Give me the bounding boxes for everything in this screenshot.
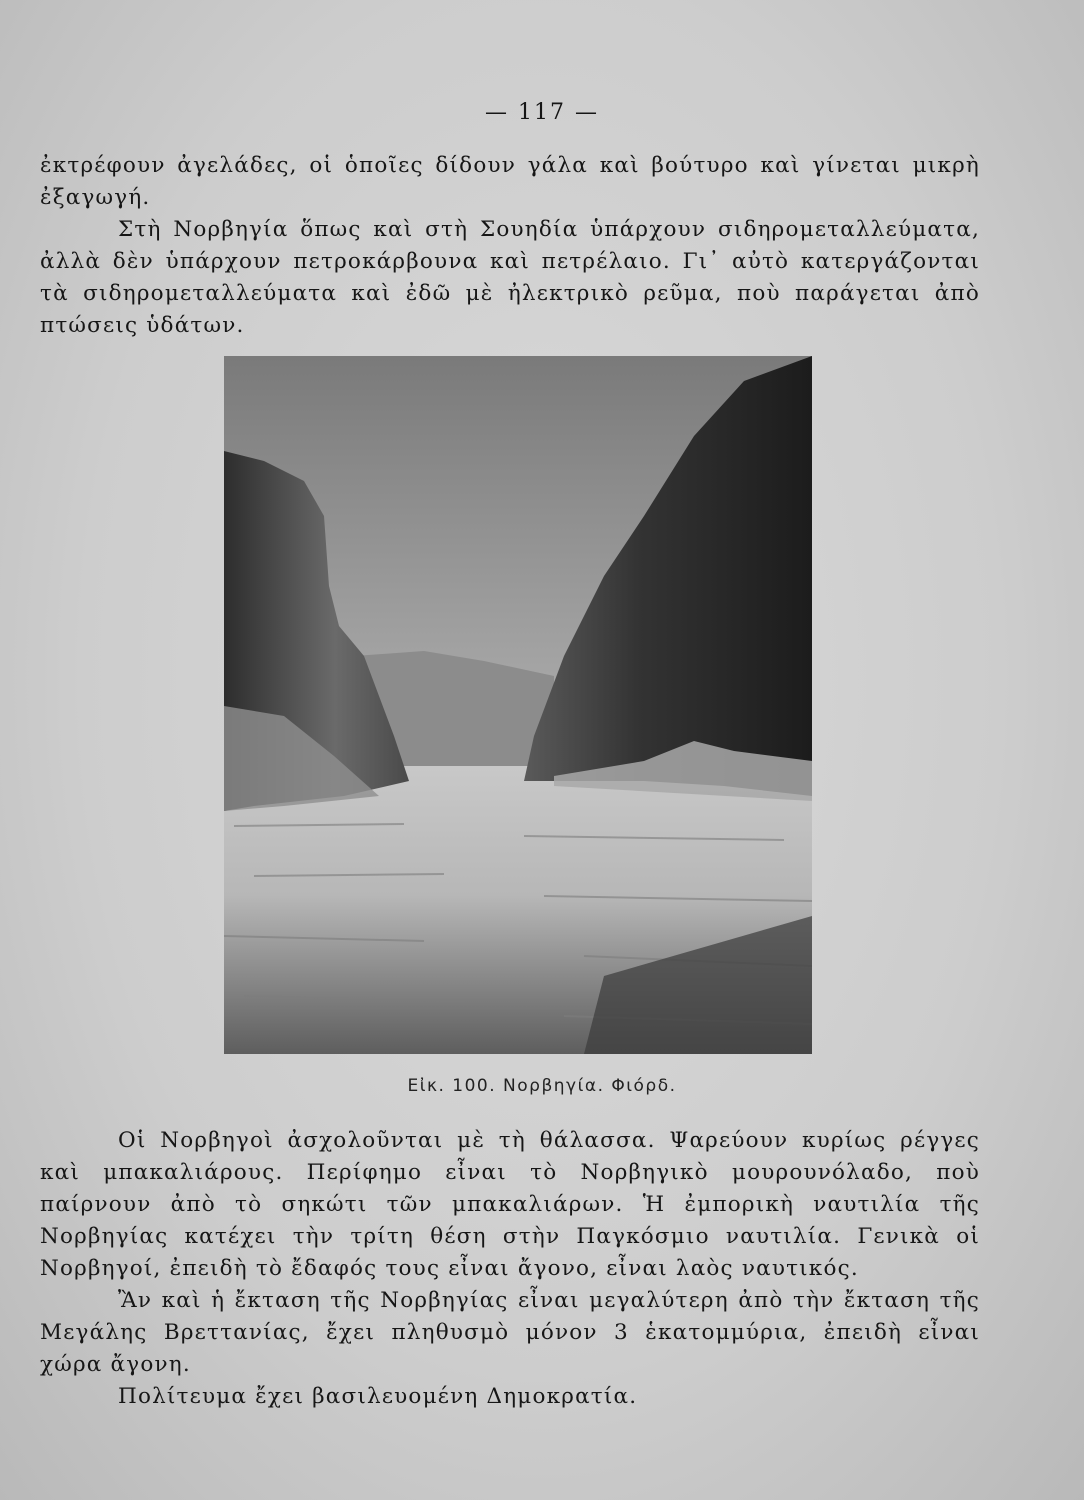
bottom-text-block: [40, 1125, 980, 1413]
fjord-photo: [224, 356, 812, 1054]
paragraph-iron-ore: Στὴ Νορβηγία ὅπως καὶ στὴ Σουηδία ὑπάρχουν σιδηρομεταλλεύματα, ἀλλὰ δὲν ὑπάρχουν πετροκάρβουνα καὶ πετρέλαιο. Γι᾿ αὐτὸ κατεργάζονται τὰ σιδηρομεταλλεύματα καὶ ἐδῶ μὲ ἠλεκτρικὸ ρεῦμα, ποὺ παράγεται ἀπὸ πτώσεις ὑδάτων.: [40, 217, 980, 338]
figure-caption: Εἰκ. 100. Νορβηγία. Φιόρδ.: [407, 1076, 677, 1096]
page-number: — 117 —: [485, 100, 599, 125]
paragraph-government: Πολίτευμα ἔχει βασιλευομένη Δημοκρατία.: [118, 1384, 638, 1409]
paragraph-fishing: Οἱ Νορβηγοὶ ἀσχολοῦνται μὲ τὴ θάλασσα. Ψαρεύουν κυρίως ρέγγες καὶ μπακαλιάρους. Περίφημο εἶναι τὸ Νορβηγικὸ μουρουνόλαδο, ποὺ παίρνουν ἀπὸ τὸ σηκώτι τῶν μπακαλιάρων. Ἡ ἐμπορικὴ ναυτιλία τῆς Νορβηγίας κατέχει τὴν τρίτη θέση στὴν Παγκόσμιο ναυτιλία. Γενικὰ οἱ Νορβηγοί, ἐπειδὴ τὸ ἔδαφός τους εἶναι ἄγονο, εἶναι λαὸς ναυτικός.: [40, 1128, 980, 1281]
paragraph-population: Ἂν καὶ ἡ ἔκταση τῆς Νορβηγίας εἶναι μεγαλύτερη ἀπὸ τὴν ἔκταση τῆς Μεγάλης Βρεττανίας, ἔχει πληθυσμὸ μόνον 3 ἑκατομμύρια, ἐπειδὴ εἶναι χώρα ἄγονη.: [40, 1288, 980, 1377]
top-text-block: [40, 150, 980, 342]
paragraph-dairy: ἐκτρέφουν ἀγελάδες, οἱ ὁποῖες δίδουν γάλα καὶ βούτυρο καὶ γίνεται μικρὴ ἐξαγωγή.: [40, 153, 980, 210]
